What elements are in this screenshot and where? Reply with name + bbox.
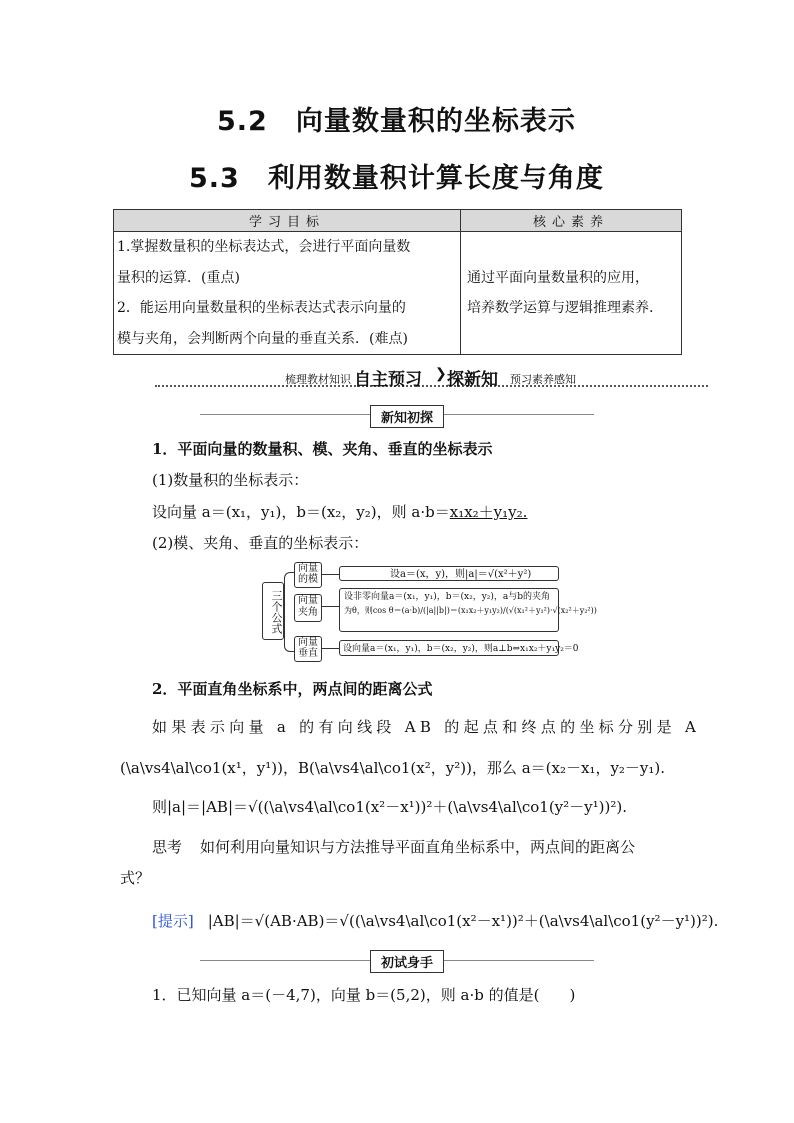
perpendicular-formula: 设向量a＝(x₁，y₁)，b＝(x₂，y₂)，则a⊥b⇔x₁x₂＋y₁y₂＝0 bbox=[339, 640, 559, 656]
objectives-table bbox=[113, 209, 682, 355]
dot-product-answer: x₁x₂＋y₁y₂. bbox=[449, 503, 528, 521]
literacy-cell bbox=[461, 232, 682, 355]
goal-line: 模与夹角，会判断两个向量的垂直关系．(难点) bbox=[117, 330, 408, 347]
branch-label-perpendicular: 向量垂直 bbox=[294, 636, 322, 662]
page-title: 5.2 向量数量积的坐标表示 bbox=[217, 106, 576, 137]
dot-product-line bbox=[152, 501, 527, 522]
band-title-1: 自主预习 bbox=[354, 370, 422, 390]
section2-line2: (\a\vs4\al\co1(x¹，y¹))，B(\a\vs4\al\co1(x²，y²))，那么 a＝(x₂－x₁，y₂－y₁). bbox=[120, 759, 666, 777]
literacy-line: 培养数学运算与逻辑推理素养. bbox=[467, 300, 654, 316]
angle-formula-line2: 为θ，则cos θ＝(a·b)/(|a||b|)＝(x₁x₂＋y₁y₂)/(√(x₁²＋y₁²)·√(x₂²＋y₂²)) bbox=[344, 606, 597, 615]
section1-heading: 1．平面向量的数量积、模、夹角、垂直的坐标表示 bbox=[152, 440, 493, 458]
think-line2: 式？ bbox=[120, 869, 151, 887]
section2-heading: 2．平面直角坐标系中，两点间的距离公式 bbox=[152, 680, 433, 698]
think-line bbox=[152, 836, 635, 857]
section-tag-try: 初试身手 bbox=[370, 950, 444, 973]
band-title-2: 探新知 bbox=[447, 370, 498, 390]
connector bbox=[321, 574, 339, 575]
band-arrow-icon: ❯ bbox=[435, 366, 447, 382]
section1-sub2: (2)模、夹角、垂直的坐标表示： bbox=[152, 534, 369, 552]
band-left-text: 梳理教材知识 bbox=[285, 373, 351, 386]
angle-formula-box bbox=[339, 588, 597, 632]
formula-diagram bbox=[262, 562, 597, 662]
hint-line bbox=[152, 910, 718, 931]
connector bbox=[321, 648, 339, 649]
branch-label-modulus: 向量的模 bbox=[294, 562, 322, 588]
hint-label: [提示] bbox=[152, 912, 194, 930]
modulus-formula: 设a＝(x，y)，则|a|＝√(x²＋y²) bbox=[339, 566, 559, 581]
angle-formula-line1: 设非零向量a＝(x₁，y₁)，b＝(x₂，y₂)，a与b的夹角 bbox=[344, 592, 551, 602]
connector bbox=[321, 606, 339, 607]
goals-cell bbox=[114, 232, 461, 355]
diagram-root: 三个公式 bbox=[262, 582, 284, 640]
think-text: 如何利用向量知识与方法推导平面直角坐标系中，两点间的距离公 bbox=[200, 838, 636, 856]
goal-line: 量积的运算．(重点) bbox=[117, 269, 240, 286]
question-1: 1．已知向量 a＝(－4,7)，向量 b＝(5,2)，则 a·b 的值是( ) bbox=[152, 986, 576, 1004]
goal-line: 1.掌握数量积的坐标表达式，会进行平面向量数 bbox=[117, 239, 411, 255]
header-goals: 学习目标 bbox=[114, 210, 461, 232]
hint-text: |AB|＝√(AB·AB)＝√((\a\vs4\al\co1(x²－x¹))²＋(\a\vs4\al\co1(y²－y¹))²). bbox=[207, 912, 719, 930]
page-subtitle: 5.3 利用数量积计算长度与角度 bbox=[189, 163, 604, 194]
section1-sub1: (1)数量积的坐标表示： bbox=[152, 471, 309, 489]
literacy-line: 通过平面向量数量积的应用， bbox=[467, 270, 649, 286]
goal-line: 2．能运用向量数量积的坐标表达式表示向量的 bbox=[117, 300, 406, 316]
branch-label-angle: 向量夹角 bbox=[294, 594, 322, 622]
band-right-text: 预习素养感知 bbox=[510, 373, 576, 386]
think-label: 思考 bbox=[152, 838, 183, 856]
band-divider bbox=[155, 385, 708, 387]
distance-formula: 则|a|＝|AB|＝√((\a\vs4\al\co1(x²－x¹))²＋(\a\vs4\al\co1(y²－y¹))²). bbox=[152, 798, 627, 816]
dot-product-text: 设向量 a＝(x₁，y₁)，b＝(x₂，y₂)，则 a·b＝ bbox=[152, 503, 450, 521]
header-literacy: 核心素养 bbox=[461, 210, 682, 232]
section-tag-new: 新知初探 bbox=[370, 405, 444, 428]
section2-line1: 如果表示向量 a 的有向线段 AB 的起点和终点的坐标分别是 A bbox=[152, 718, 701, 736]
section-band bbox=[155, 366, 708, 390]
